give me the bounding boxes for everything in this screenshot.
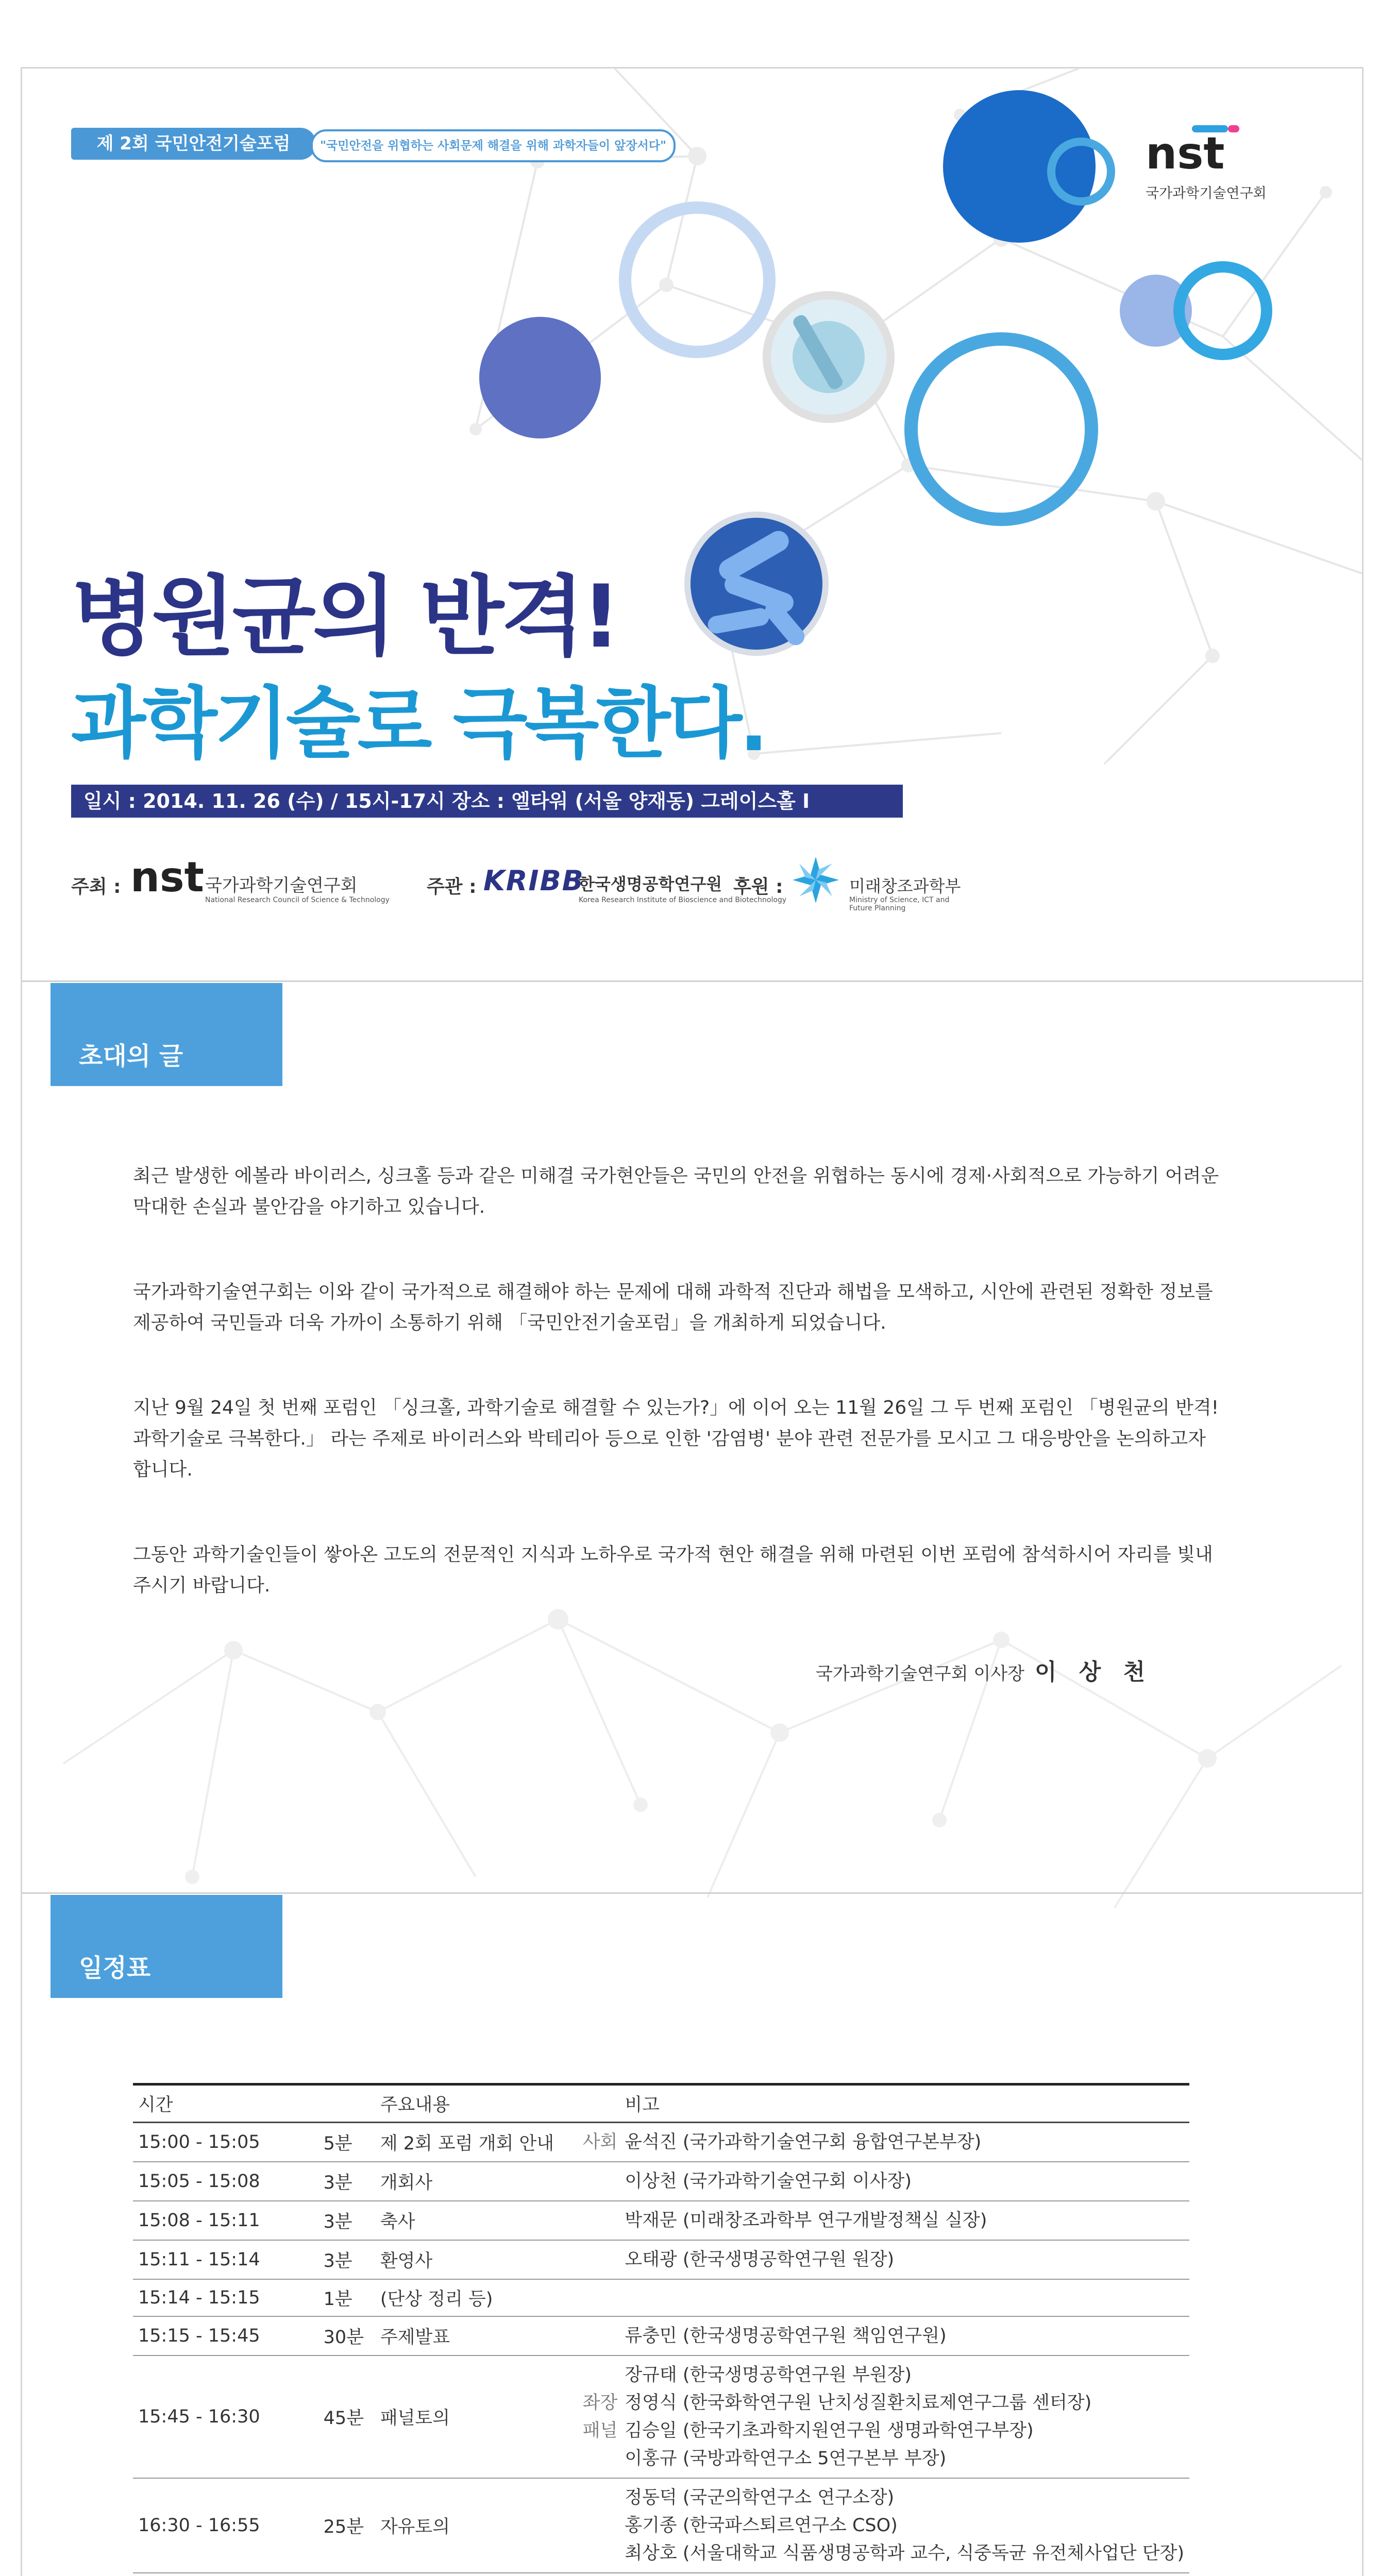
main-title: 병원균의 반격! [71, 566, 618, 667]
col-content-header: 주요내용 [375, 2084, 560, 2123]
row-item [375, 2573, 560, 2576]
forum-tag: 제 2회 국민안전기술포럼 [71, 128, 316, 160]
row-roles [560, 2573, 619, 2576]
row-duration: 3분 [318, 2201, 375, 2240]
row-roles [560, 2201, 619, 2240]
invitation-paragraph: 최근 발생한 에볼라 바이러스, 싱크홀 등과 같은 미해결 국가현안들은 국민의 안전을 위협하는 동시에 경제·사회적으로 가능하기 어려운 막대한 손실과 불안감을 야기하고 있습니다. [133, 1165, 1219, 1217]
sponsor-sub: Ministry of Science, ICT and Future Planning [849, 896, 950, 912]
note-text: 윤석진 (국가과학기술연구회 융합연구본부장) [625, 2132, 982, 2153]
schedule-row [133, 2201, 1189, 2240]
invitation-paragraph: 국가과학기술연구회는 이와 같이 국가적으로 해결해야 하는 문제에 대해 과학적 진단과 해법을 모색하고, 시안에 관련된 정확한 정보를 제공하여 국민들과 더욱 가까이 소통하기 위해 「국민안전기술포럼」을 개최하게 되었습니다. [133, 1281, 1213, 1333]
row-item: 개회사 [375, 2162, 560, 2201]
row-time: 15:15 - 15:45 [133, 2316, 318, 2355]
host-label: 주최 : [71, 876, 121, 897]
col-notes-header: 비고 [619, 2084, 1189, 2123]
row-roles [560, 2162, 619, 2201]
schedule-row [133, 2316, 1189, 2355]
ring-decoration [911, 339, 1091, 519]
organizer-label: 주관 : [427, 876, 477, 897]
host-sub: National Research Council of Science & Technology [205, 896, 390, 904]
nst-org-name: 국가과학기술연구회 [1146, 185, 1267, 201]
invitation-paragraph: 지난 9월 24일 첫 번째 포럼인 「싱크홀, 과학기술로 해결할 수 있는가?」에 이어 오는 11월 26일 그 두 번째 포럼인 「병원균의 반격! 과학기술로 극복한다.」 라는 주제로 바이러스와 박테리아 등으로 인한 '감염병' 분야 관련 전문가를 모시고 그 대응방안을 논의하고자 합니다. [133, 1397, 1219, 1480]
row-time: 15:11 - 15:14 [133, 2240, 318, 2279]
row-notes [619, 2316, 1189, 2355]
event-info-bar: 일시 : 2014. 11. 26 (수) / 15시-17시 장소 : 엘타워 (서울 양재동) 그레이스홀 I [71, 785, 903, 818]
row-notes [619, 2201, 1189, 2240]
nst-wordmark: nst [1146, 128, 1225, 179]
note-text: 홍기종 (한국파스퇴르연구소 CSO) [625, 2515, 898, 2536]
row-roles [560, 2240, 619, 2279]
host-name: 국가과학기술연구회 [205, 875, 358, 896]
schedule-row [133, 2279, 1189, 2316]
schedule-row [133, 2123, 1189, 2162]
note-text: 장규태 (한국생명공학연구원 부원장) [625, 2365, 912, 2385]
invitation-heading: 초대의 글 [51, 983, 282, 1086]
sub-title: 과학기술로 극복한다. [71, 679, 766, 769]
organizer-name: 한국생명공학연구원 [579, 874, 722, 894]
row-duration: 5분 [318, 2123, 375, 2162]
row-roles [560, 2123, 619, 2162]
row-time: 15:05 - 15:08 [133, 2162, 318, 2201]
invitation-paragraph: 그동안 과학기술인들이 쌓아온 고도의 전문적인 지식과 노하우로 국가적 현안 해결을 위해 마련된 이번 포럼에 참석하시어 자리를 빛내주시기 바랍니다. [133, 1544, 1213, 1596]
row-duration: 45분 [318, 2355, 375, 2478]
row-roles [560, 2478, 619, 2573]
row-notes [619, 2573, 1189, 2576]
note-text: 이홍규 (국방과학연구소 5연구본부 부장) [625, 2448, 947, 2469]
schedule-row [133, 2240, 1189, 2279]
row-duration: 1분 [318, 2279, 375, 2316]
row-roles [560, 2316, 619, 2355]
row-notes [619, 2123, 1189, 2162]
note-text: 이상천 (국가과학기술연구회 이사장) [625, 2171, 912, 2192]
row-item: 축사 [375, 2201, 560, 2240]
section-divider [22, 1892, 1362, 1894]
note-text: 류충민 (한국생명공학연구원 책임연구원) [625, 2326, 947, 2346]
signature [816, 1653, 1152, 1686]
sponsor-label: 후원 : [733, 876, 783, 897]
row-time: 15:00 - 15:05 [133, 2123, 318, 2162]
row-notes [619, 2279, 1189, 2316]
row-time: 15:45 - 16:30 [133, 2355, 318, 2478]
section-divider [22, 980, 1362, 982]
row-item: 환영사 [375, 2240, 560, 2279]
row-time: 15:08 - 15:11 [133, 2201, 318, 2240]
col-time-header: 시간 [133, 2084, 318, 2123]
schedule-row [133, 2162, 1189, 2201]
note-text: 박재문 (미래창조과학부 연구개발정책실 실장) [625, 2210, 987, 2231]
organizer-sub: Korea Research Institute of Bioscience and Biotechnology [579, 896, 787, 904]
row-item: 제 2회 포럼 개회 안내 [375, 2123, 560, 2162]
row-item: 주제발표 [375, 2316, 560, 2355]
row-notes [619, 2162, 1189, 2201]
sponsor-name: 미래창조과학부 [849, 876, 961, 896]
ring-decoration [625, 208, 769, 352]
row-notes [619, 2355, 1189, 2478]
row-roles [560, 2279, 619, 2316]
row-duration: 25분 [318, 2478, 375, 2573]
row-time [133, 2573, 318, 2576]
signature-name: 이 상 천 [1034, 1659, 1153, 1685]
circle-decoration [943, 90, 1096, 243]
schedule-heading: 일정표 [51, 1895, 282, 1998]
row-item: 패널토의 [375, 2355, 560, 2478]
row-duration: 3분 [318, 2162, 375, 2201]
row-duration: 30분 [318, 2316, 375, 2355]
note-text: 정영식 (한국화학연구원 난치성질환치료제연구그룹 센터장) [625, 2393, 1092, 2413]
row-duration: 3분 [318, 2240, 375, 2279]
note-role: 패널 [582, 2420, 618, 2441]
poster [21, 67, 1364, 2576]
row-item: 자유토의 [375, 2478, 560, 2573]
note-text: 최상호 (서울대학교 식품생명공학과 교수, 식중독균 유전체사업단 단장) [625, 2543, 1184, 2564]
row-notes [619, 2478, 1189, 2573]
schedule-row [133, 2355, 1189, 2478]
schedule-row [133, 2573, 1189, 2576]
ministry-emblem-icon [790, 854, 842, 906]
circle-decoration [479, 317, 601, 438]
note-text: 정동덕 (국군의학연구소 연구소장) [625, 2487, 895, 2508]
note-text: 김승일 (한국기초과학지원연구원 생명과학연구부장) [625, 2420, 1034, 2441]
row-roles [560, 2355, 619, 2478]
forum-slogan: "국민안전을 위협하는 사회문제 해결을 위해 과학자들이 앞장서다" [311, 129, 676, 162]
row-notes [619, 2240, 1189, 2279]
host-logo: nst [130, 853, 204, 901]
note-role: 사회 [582, 2132, 618, 2153]
row-item: (단상 정리 등) [375, 2279, 560, 2316]
note-text: 오태광 (한국생명공학연구원 원장) [625, 2249, 895, 2270]
signature-org: 국가과학기술연구회 이사장 [816, 1664, 1024, 1684]
note-role: 좌장 [582, 2393, 618, 2413]
kribb-logo: KRIBB [483, 865, 584, 897]
schedule-row [133, 2478, 1189, 2573]
row-time: 15:14 - 15:15 [133, 2279, 318, 2316]
col-role-header [560, 2084, 619, 2123]
col-duration-header [318, 2084, 375, 2123]
row-duration [318, 2573, 375, 2576]
schedule-header-row [133, 2084, 1189, 2123]
row-time: 16:30 - 16:55 [133, 2478, 318, 2573]
schedule-table [133, 2083, 1189, 2576]
